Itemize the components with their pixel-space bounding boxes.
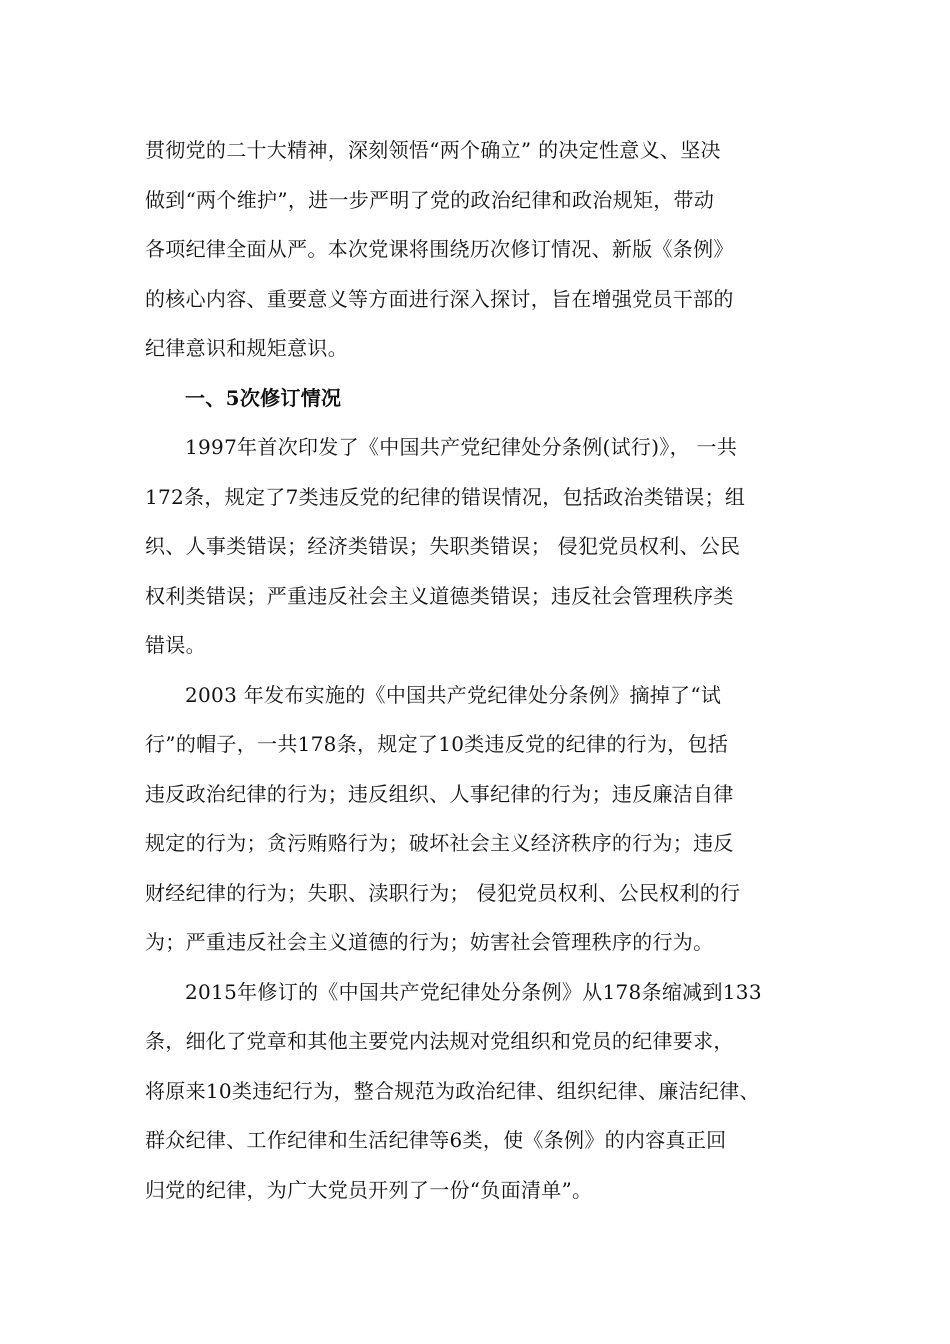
- text-line: 财经纪律的行为；失职、渎职行为； 侵犯党员权利、公民权利的行: [145, 880, 741, 905]
- text-line: 纪律意识和规矩意识。: [145, 336, 348, 360]
- document-body: [145, 126, 815, 1215]
- text-line: 违反政治纪律的行为；违反组织、人事纪律的行为；违反廉洁自律: [145, 781, 734, 806]
- text-line: 条，细化了党章和其他主要党内法规对党组织和党员的纪律要求，: [145, 1029, 734, 1053]
- text-line: 错误。: [145, 633, 206, 657]
- section-heading: 一、5次修订情况: [185, 385, 342, 410]
- text-line: 行”的帽子，一共178条，规定了10类违反党的纪律的行为，包括: [145, 732, 729, 756]
- text-line: 贯彻党的二十大精神，深刻领悟“两个确立” 的决定性意义、坚决: [145, 138, 721, 162]
- text-line: 2015年修订的《中国共产党纪律处分条例》从178条缩减到133: [185, 979, 762, 1004]
- text-line: 做到“两个维护”，进一步严明了党的政治纪律和政治规矩，带动: [145, 187, 715, 212]
- text-line: 群众纪律、工作纪律和生活纪律等6类，使《条例》的内容真正回: [145, 1128, 727, 1152]
- text-line: 权利类错误；严重违反社会主义道德类错误；违反社会管理秩序类: [145, 583, 734, 608]
- text-line: 将原来10类违纪行为，整合规范为政治纪律、组织纪律、廉洁纪律、: [145, 1078, 760, 1103]
- text-line: 归党的纪律，为广大党员开列了一份“负面清单”。: [145, 1177, 593, 1202]
- text-line: 规定的行为；贪污贿赂行为；破坏社会主义经济秩序的行为；违反: [145, 831, 734, 855]
- text-line: 2003 年发布实施的《中国共产党纪律处分条例》摘掉了“试: [185, 682, 722, 707]
- text-line: 各项纪律全面从严。本次党课将围绕历次修订情况、新版《条例》: [145, 237, 734, 261]
- text-line: 的核心内容、重要意义等方面进行深入探讨，旨在增强党员干部的: [145, 286, 734, 311]
- text-line: 织、人事类错误；经济类错误；失职类错误； 侵犯党员权利、公民: [145, 534, 741, 558]
- text-line: 为；严重违反社会主义道德的行为；妨害社会管理秩序的行为。: [145, 930, 714, 954]
- text-line: 1997年首次印发了《中国共产党纪律处分条例(试行)》， 一共: [185, 435, 738, 459]
- text-line: 172条，规定了7类违反党的纪律的错误情况，包括政治类错误；组: [145, 484, 746, 509]
